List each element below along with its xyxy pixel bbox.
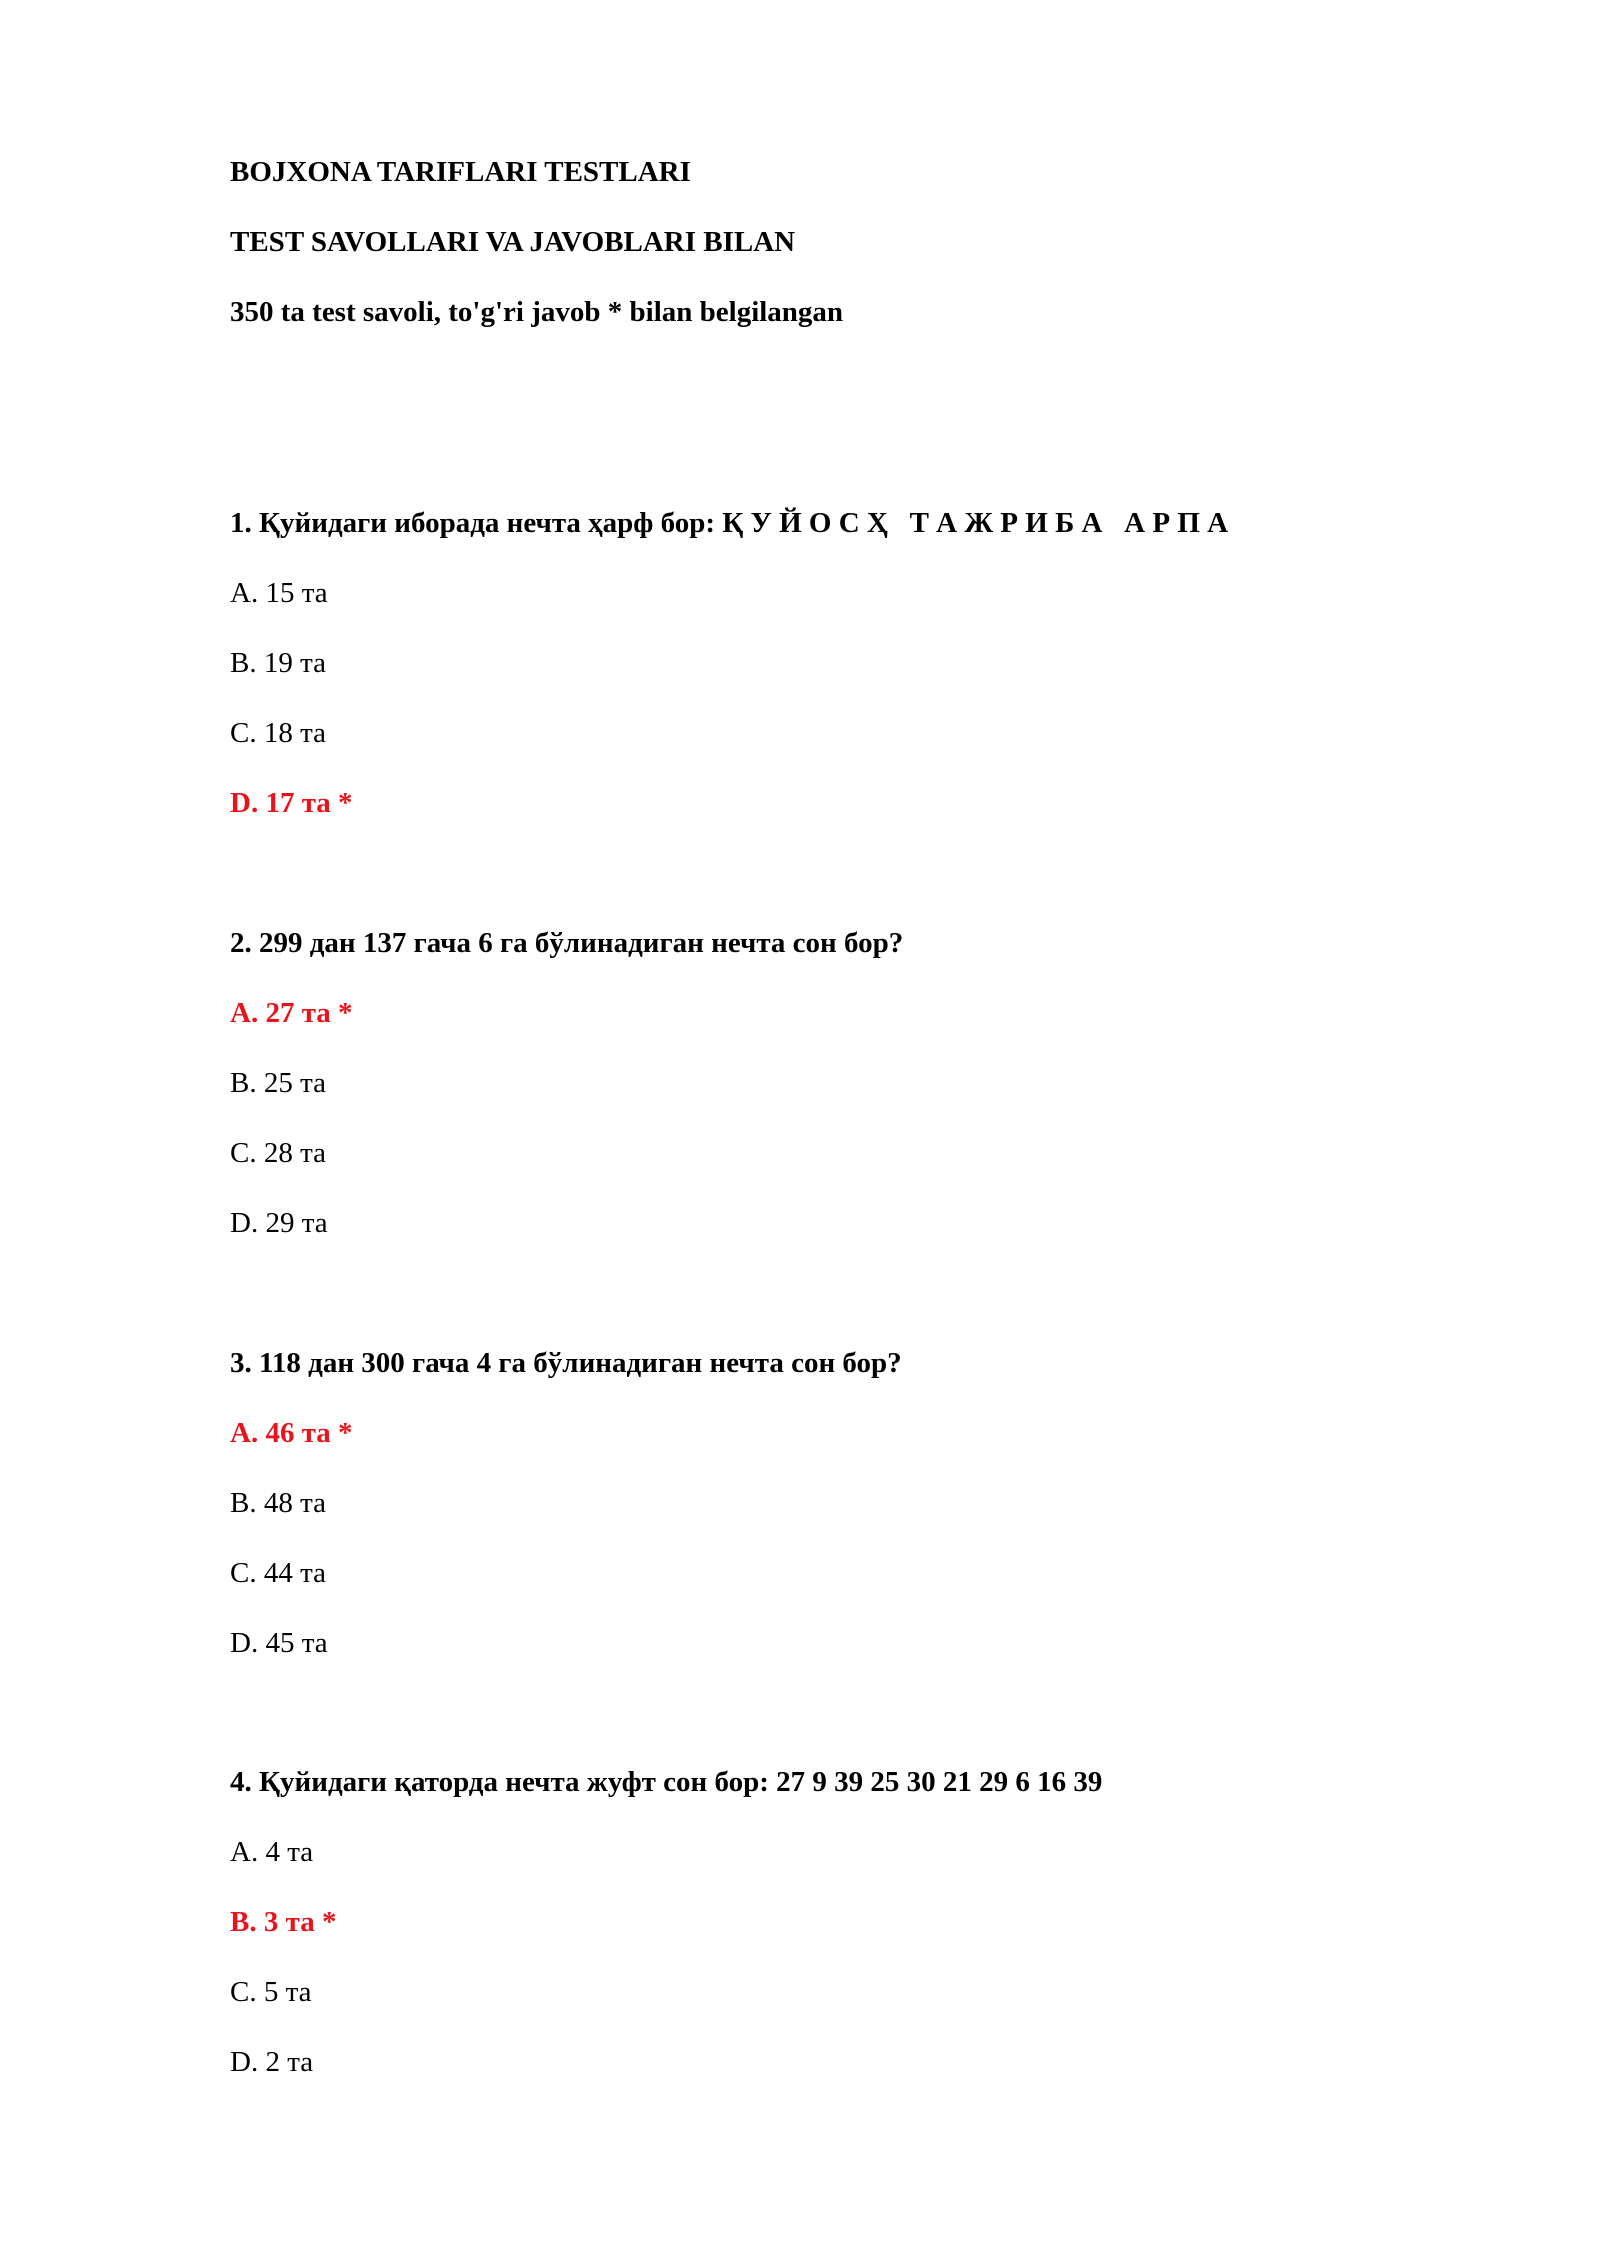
question-2-option-b: B. 25 та	[230, 1067, 326, 1099]
question-2-option-a-correct: A. 27 та *	[230, 997, 353, 1029]
question-2-option-d: D. 29 та	[230, 1207, 328, 1239]
question-3-text: 3. 118 дан 300 гача 4 га бўлинадиган нечта сон бор?	[230, 1347, 902, 1379]
question-1-option-c: C. 18 та	[230, 717, 326, 749]
question-1-option-b: B. 19 та	[230, 647, 326, 679]
question-1-option-a: A. 15 та	[230, 577, 328, 609]
question-4-option-a: A. 4 та	[230, 1836, 314, 1868]
question-3-option-d: D. 45 та	[230, 1627, 328, 1659]
question-4-option-d: D. 2 та	[230, 2046, 314, 2078]
document-note: 350 ta test savoli, to'g'ri javob * bilan belgilangan	[230, 296, 844, 328]
question-3-option-a-correct: A. 46 та *	[230, 1417, 353, 1449]
question-2-option-c: C. 28 та	[230, 1137, 326, 1169]
document-title: BOJXONA TARIFLARI TESTLARI	[230, 156, 691, 188]
question-1-text: 1. Қуйидаги иборада нечта ҳарф бор: Қ У Й О С Ҳ Т А Ж Р И Б А А Р П А	[230, 507, 1229, 539]
question-3-option-b: B. 48 та	[230, 1487, 326, 1519]
question-3-option-c: C. 44 та	[230, 1557, 326, 1589]
question-4-text: 4. Қуйидаги қаторда нечта жуфт сон бор: 27 9 39 25 30 21 29 6 16 39	[230, 1766, 1103, 1798]
question-2-text: 2. 299 дан 137 гача 6 га бўлинадиган нечта сон бор?	[230, 927, 904, 959]
question-4-option-b-correct: B. 3 та *	[230, 1906, 337, 1938]
question-4-option-c: C. 5 та	[230, 1976, 312, 2008]
document-subtitle: TEST SAVOLLARI VA JAVOBLARI BILAN	[230, 226, 796, 258]
question-1-option-d-correct: D. 17 та *	[230, 787, 353, 819]
